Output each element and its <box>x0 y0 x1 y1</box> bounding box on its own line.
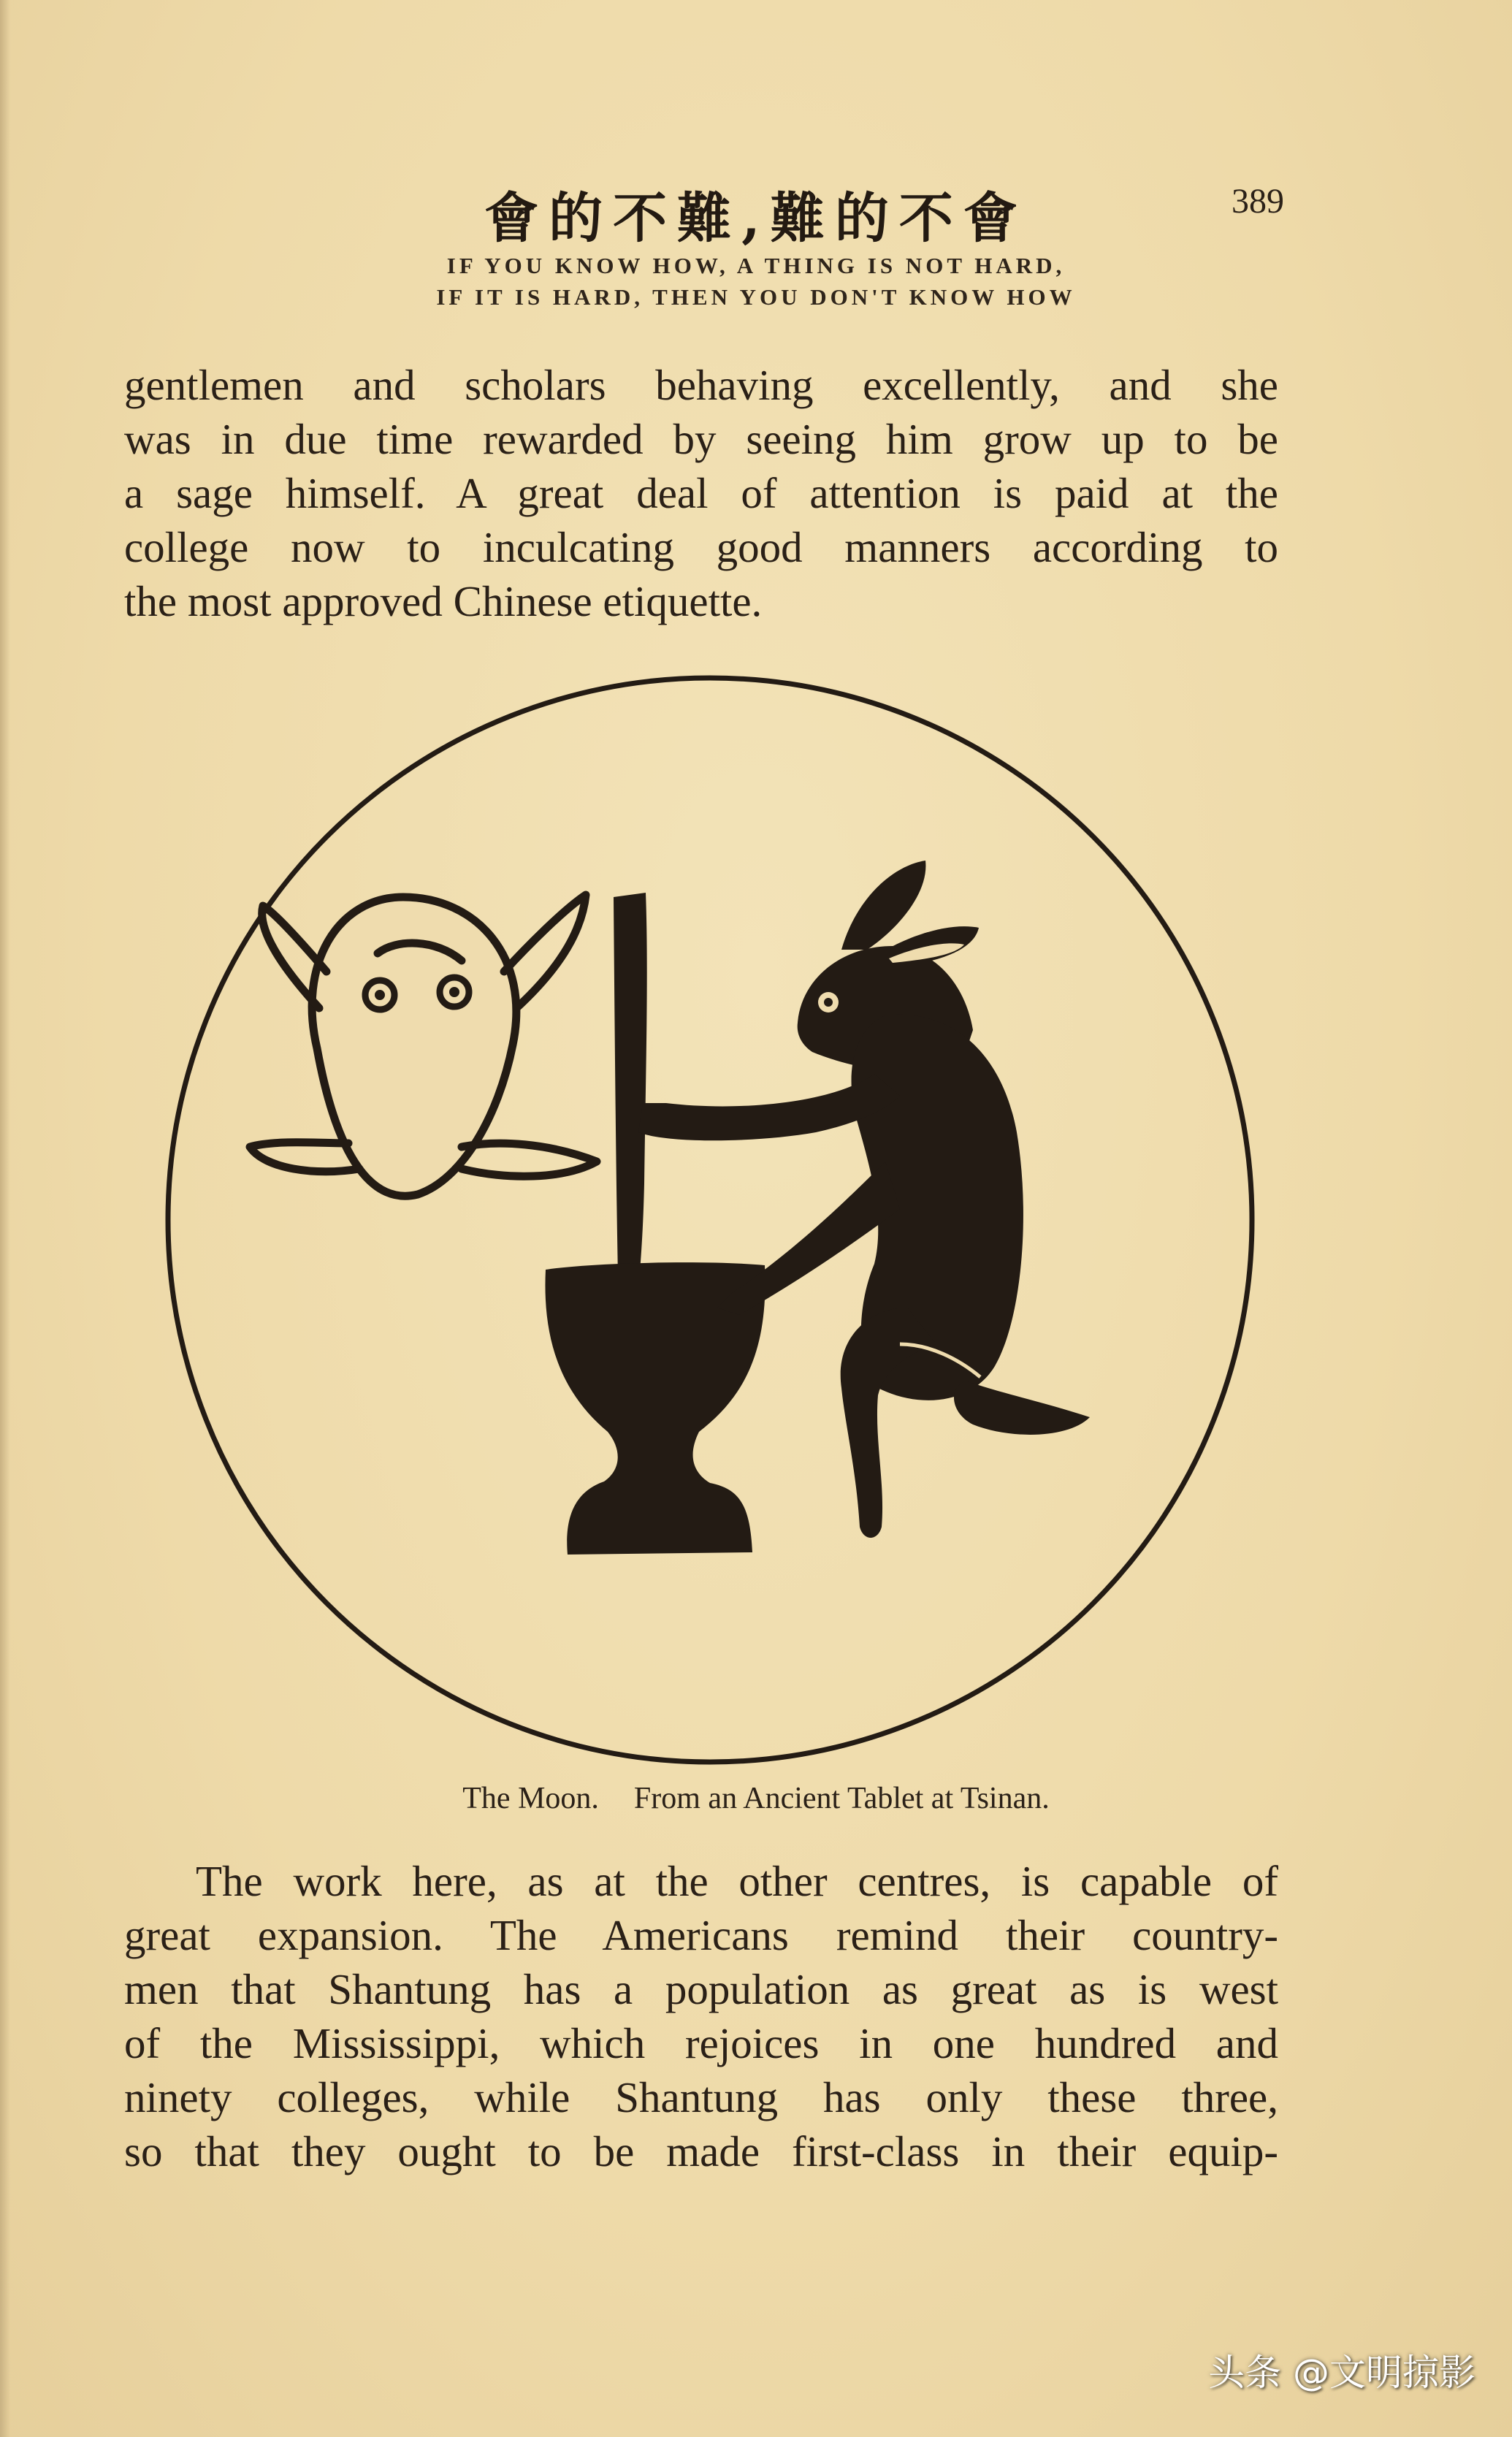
text-line: the most approved Chinese etiquette. <box>124 577 763 625</box>
text-line: men that Shantung has a population as great as is west <box>124 1965 1278 2013</box>
figure-caption <box>0 1781 1512 1816</box>
chinese-running-header: 會的不難,難的不會 <box>484 187 1028 250</box>
text-line: college now to inculcating good manners according to <box>124 523 1278 571</box>
page-edge-shadow <box>0 0 10 2437</box>
pestle <box>614 893 647 1308</box>
header-translation-line-2: IF IT IS HARD, THEN YOU DON'T KNOW HOW <box>436 284 1076 310</box>
text-line: great expansion. The Americans remind their country- <box>124 1911 1278 1959</box>
text-line: gentlemen and scholars behaving excellently, and she <box>124 361 1278 409</box>
caption-title: The Moon. <box>462 1782 599 1815</box>
header-translation-line-1: IF YOU KNOW HOW, A THING IS NOT HARD, <box>446 253 1066 278</box>
paragraph-top <box>124 358 1278 628</box>
text-line: was in due time rewarded by seeing him grow up to be <box>124 415 1278 463</box>
moon-circle <box>168 678 1252 1762</box>
hare-figure <box>638 861 1090 1538</box>
caption-source: From an Ancient Tablet at Tsinan. <box>633 1782 1050 1815</box>
text-line: so that they ought to be made first-class in their equip- <box>124 2127 1278 2175</box>
text-line: The work here, as at the other centres, is capable of <box>196 1857 1278 1905</box>
page-number: 389 <box>1232 182 1284 221</box>
text-line: ninety colleges, while Shantung has only these three, <box>124 2073 1278 2121</box>
moon-tablet-illustration <box>155 665 1265 1775</box>
paragraph-bottom <box>124 1854 1278 2178</box>
watermark: 头条 @文明掠影 <box>1208 2352 1475 2394</box>
text-line: a sage himself. A great deal of attention is paid at the <box>124 469 1278 517</box>
text-line: of the Mississippi, which rejoices in one hundred and <box>124 2019 1278 2067</box>
toad-figure <box>250 895 597 1196</box>
